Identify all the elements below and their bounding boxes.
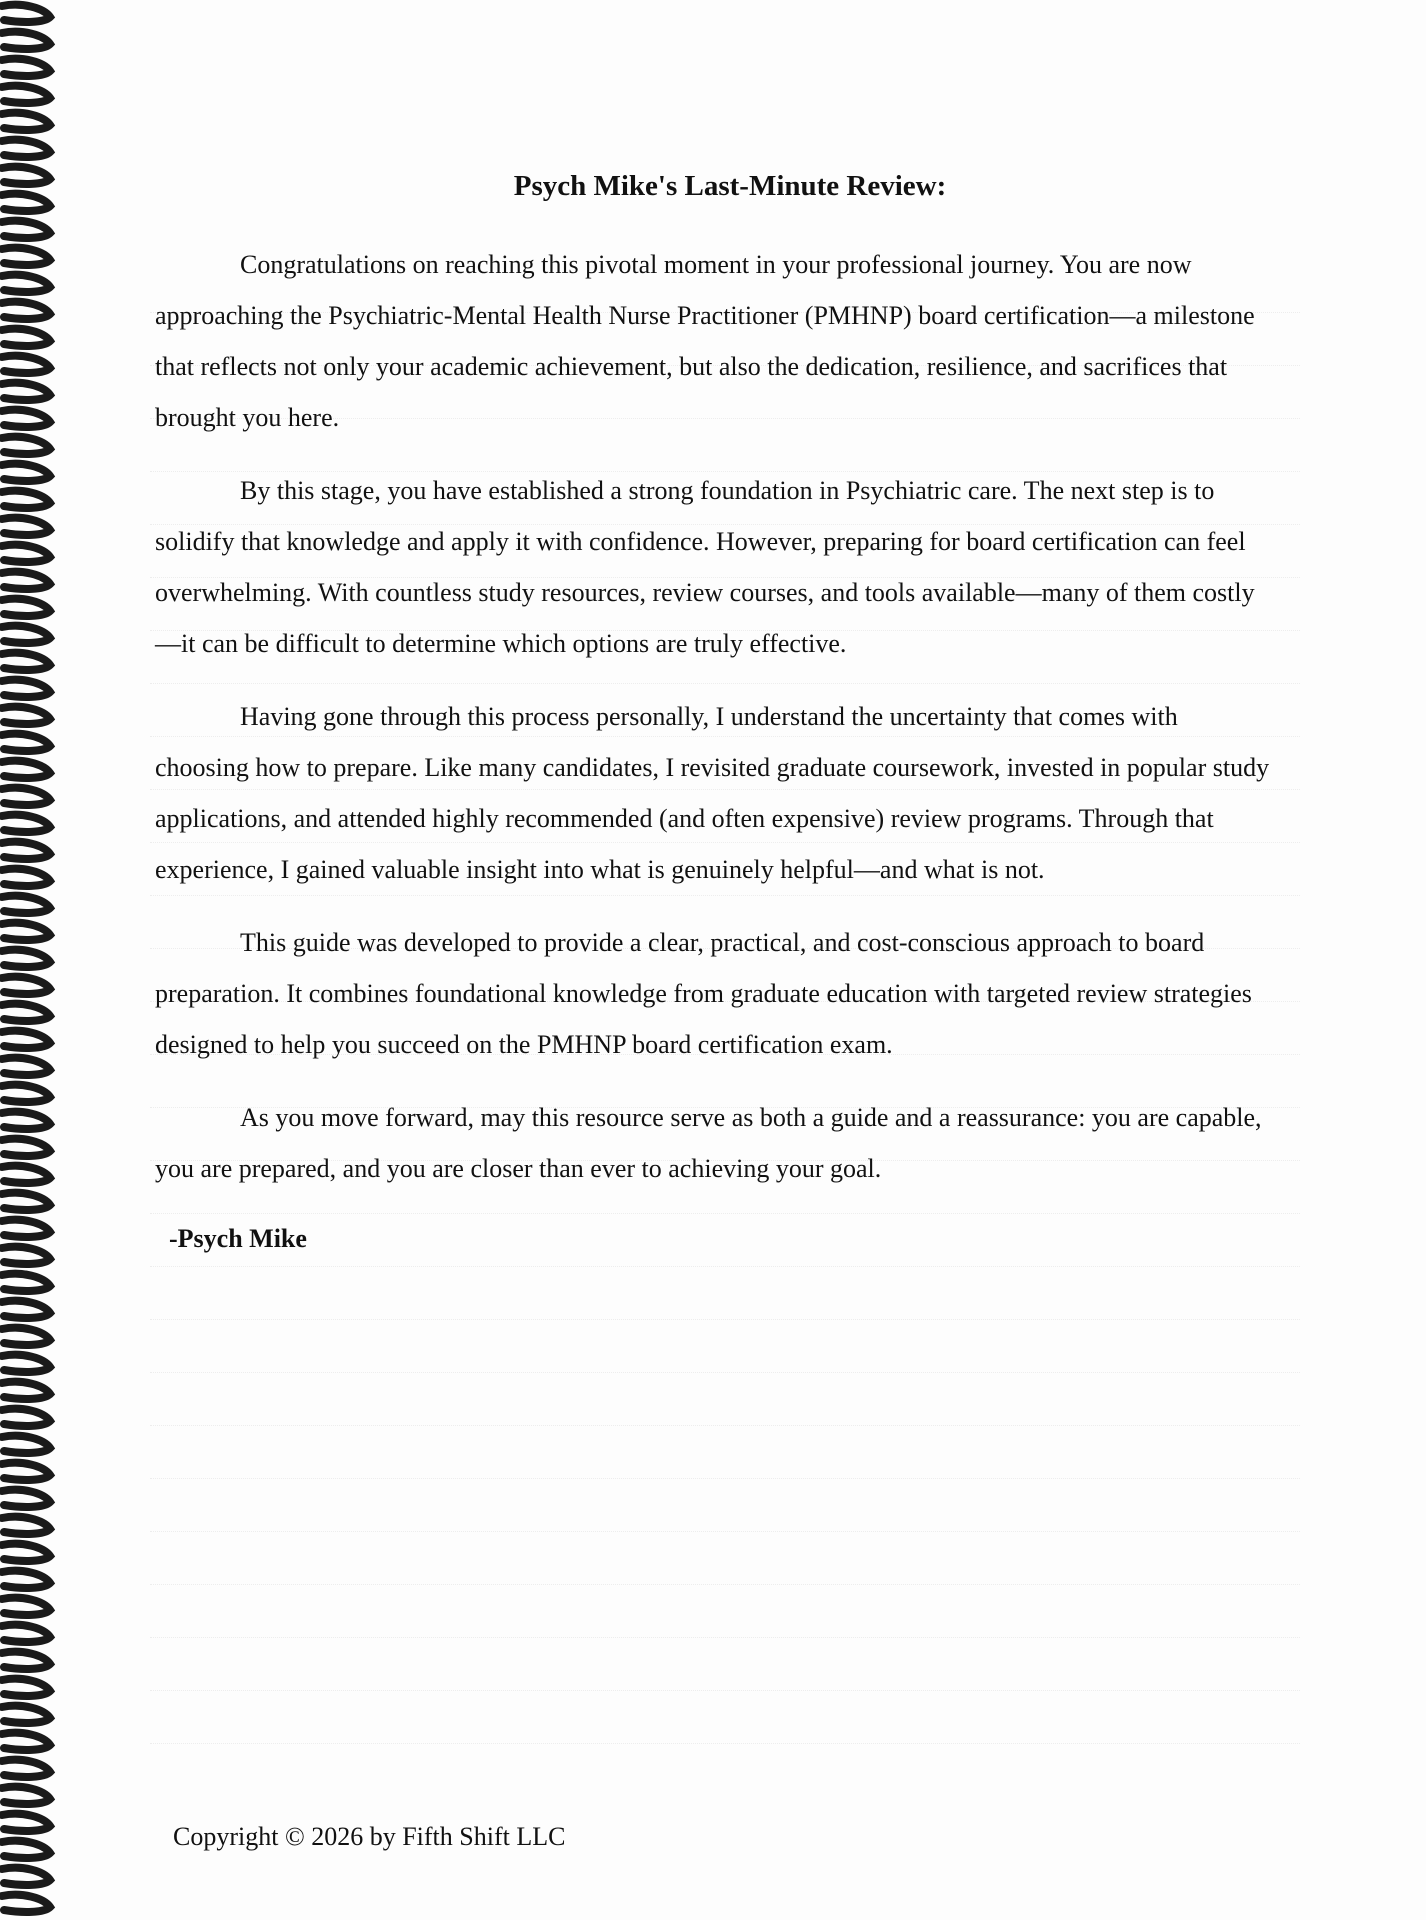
spiral-coil <box>2 1382 50 1399</box>
spiral-coil <box>2 1166 50 1183</box>
spiral-binding <box>0 0 70 1920</box>
spiral-coil <box>2 1274 50 1291</box>
spiral-coil <box>2 410 50 427</box>
spiral-coil <box>2 734 50 751</box>
spiral-coil <box>2 1544 50 1561</box>
spiral-coil <box>2 329 50 346</box>
spiral-coil <box>2 1220 50 1237</box>
bleed-through-line <box>150 1532 1300 1585</box>
spiral-coil <box>2 707 50 724</box>
spiral-coil <box>2 383 50 400</box>
spiral-coil <box>2 1301 50 1318</box>
spiral-coil <box>2 1328 50 1345</box>
spiral-coil <box>2 194 50 211</box>
spiral-coil <box>2 113 50 130</box>
document-body <box>155 170 1275 1254</box>
spiral-coil <box>2 653 50 670</box>
spiral-coil <box>2 1787 50 1804</box>
spiral-coil <box>2 1463 50 1480</box>
spiral-coil <box>2 923 50 940</box>
spiral-coil <box>2 1841 50 1858</box>
spiral-coil <box>2 248 50 265</box>
bleed-through-line <box>150 1638 1300 1691</box>
paragraph-experience: Having gone through this process personally, I understand the uncertainty that comes with choosing how to prepare. Like many candidates, I revisited graduate coursework, invested in popular study applications, and attended highly recommended (and often expensive) review programs. Through that experience, I gained valuable insight into what is genuinely helpful—and what is not. <box>155 702 1270 884</box>
spiral-coil <box>2 1058 50 1075</box>
spiral-coil <box>2 680 50 697</box>
spiral-coil <box>2 572 50 589</box>
spiral-coil <box>2 1517 50 1534</box>
spiral-coil <box>2 518 50 535</box>
spiral-coil <box>2 1571 50 1588</box>
spiral-coil <box>2 1436 50 1453</box>
spiral-coil <box>2 869 50 886</box>
spiral-coil <box>2 761 50 778</box>
spiral-coil <box>2 1031 50 1048</box>
spiral-coil <box>2 275 50 292</box>
signature: -Psych Mike <box>169 1224 307 1253</box>
spiral-coil <box>2 1625 50 1642</box>
spiral-coil <box>2 1193 50 1210</box>
copyright-notice: Copyright © 2026 by Fifth Shift LLC <box>173 1822 566 1851</box>
spiral-coil <box>2 1814 50 1831</box>
spiral-coil <box>2 1490 50 1507</box>
spiral-coil <box>2 464 50 481</box>
spiral-coil <box>2 1598 50 1615</box>
spiral-coil <box>2 1139 50 1156</box>
spiral-coil <box>2 32 50 49</box>
spiral-coil <box>2 842 50 859</box>
spiral-coil <box>2 1652 50 1669</box>
spiral-coil <box>2 1868 50 1885</box>
spiral-coil <box>2 59 50 76</box>
bleed-through-line <box>150 1373 1300 1426</box>
spiral-coil <box>2 167 50 184</box>
spiral-coil <box>2 1085 50 1102</box>
bleed-through-line <box>150 1479 1300 1532</box>
spiral-coil <box>2 1112 50 1129</box>
spiral-coil <box>2 1895 50 1912</box>
spiral-coil <box>2 221 50 238</box>
spiral-coil <box>2 815 50 832</box>
spiral-coil <box>2 491 50 508</box>
bleed-through-line <box>150 1267 1300 1320</box>
spiral-coil <box>2 1733 50 1750</box>
bleed-through-line <box>150 1585 1300 1638</box>
paragraph-guide-purpose: This guide was developed to provide a clear, practical, and cost-conscious approach to board preparation. It combines foundational knowledge from graduate education with targeted review strategies designed to help you succeed on the PMHNP board certification exam. <box>155 928 1252 1059</box>
spiral-coil <box>2 626 50 643</box>
spiral-coil <box>2 896 50 913</box>
bleed-through-line <box>150 1426 1300 1479</box>
spiral-coil <box>2 977 50 994</box>
spiral-coil <box>2 545 50 562</box>
spiral-coil <box>2 140 50 157</box>
spiral-coil <box>2 1760 50 1777</box>
spiral-coil <box>2 356 50 373</box>
spiral-coil <box>2 437 50 454</box>
bleed-through-line <box>150 1691 1300 1744</box>
spiral-coil <box>2 86 50 103</box>
paragraph-foundation: By this stage, you have established a strong foundation in Psychiatric care. The next step is to solidify that knowledge and apply it with confidence. However, preparing for board certification can feel overwhelming. With countless study resources, review courses, and tools available—many of them costly—it can be difficult to determine which options are truly effective. <box>155 476 1255 658</box>
spiral-coil <box>2 1706 50 1723</box>
spiral-coil <box>2 950 50 967</box>
spiral-coil <box>2 302 50 319</box>
spiral-coil <box>2 599 50 616</box>
spiral-coil <box>2 1355 50 1372</box>
spiral-coil <box>2 1247 50 1264</box>
spiral-coil <box>2 1679 50 1696</box>
page-title: Psych Mike's Last-Minute Review: <box>513 170 947 202</box>
paragraph-congratulations: Congratulations on reaching this pivotal moment in your professional journey. You are now approaching the Psychiatric-Mental Health Nurse Practitioner (PMHNP) board certification—a milestone that reflects not only your academic achievement, but also the dedication, resilience, and sacrifices that brought you here. <box>155 250 1255 432</box>
spiral-coil <box>2 788 50 805</box>
spiral-coil <box>2 1409 50 1426</box>
bleed-through-line <box>150 1320 1300 1373</box>
spiral-coil <box>2 5 50 22</box>
paragraph-encouragement: As you move forward, may this resource serve as both a guide and a reassurance: you are capable, you are prepared, and you are closer than ever to achieving your goal. <box>155 1103 1262 1183</box>
spiral-coil <box>2 1004 50 1021</box>
